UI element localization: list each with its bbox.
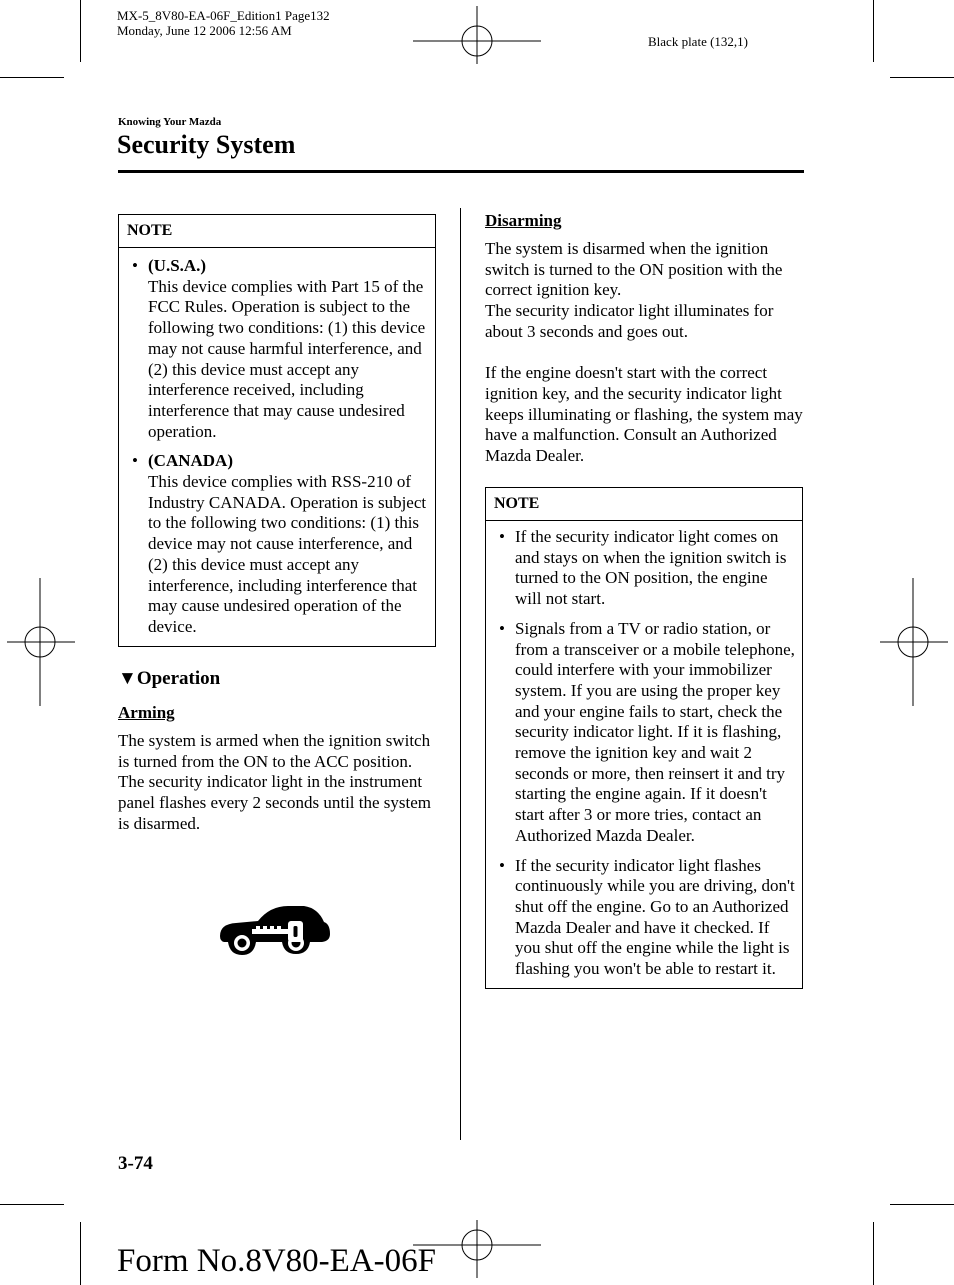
note-box-right [485,487,803,989]
form-number: Form No.8V80-EA-06F [117,1243,436,1279]
list-item [494,619,796,847]
title-rule [118,170,804,173]
chapter-label: Knowing Your Mazda [118,116,222,128]
note-item-text: If the security indicator light flashes continuously while you are driving, don't shut off the engine. Go to an Authorized Mazda Dealer and have it checked. If you shut off the engine while the light is flashing you won't be able to restart it. [515,855,795,979]
bullet: • [132,256,138,275]
print-header-file: MX-5_8V80-EA-06F_Edition1 Page132 [117,8,330,23]
page-number: 3-74 [118,1153,153,1174]
registration-mark-top [410,0,544,70]
list-item [494,856,796,980]
list-item [494,527,796,610]
bullet: • [499,618,505,638]
list-item [127,451,429,637]
bullet: • [499,527,505,546]
disarming-paragraph-3: If the engine doesn't start with the correct ignition key, and the security indicator light keeps illuminating or flashing, the system may have a malfunction. Consult an Authorized Mazda Dealer. [485,363,803,466]
registration-mark-right [874,576,954,708]
disarming-body [485,239,805,467]
note-item-text: This device complies with RSS-210 of Industry CANADA. Operation is subject to the following two conditions: (1) this device may not cause interference, and (2) this device must accept any interference, including interference that may cause undesired operation of the device. [148,472,427,636]
bullet: • [499,855,505,875]
note-item-text: If the security indicator light comes on and stays on when the ignition switch is turned to the ON position, the engine will not start. [515,527,787,609]
list-item [127,256,429,442]
note-label: NOTE [486,488,802,521]
registration-mark-left [0,576,80,708]
note-item-text: This device complies with Part 15 of the FCC Rules. Operation is subject to the following two conditions: (1) this device may not cause harmful interference, and (2) this device must accept any interference received, including interference that may cause undesired operation. [148,276,426,441]
car-key-security-icon [216,902,334,962]
disarming-paragraph-2: The security indicator light illuminates for about 3 seconds and goes out. [485,301,774,341]
note-item-text: Signals from a TV or radio station, or from a transceiver or a mobile telephone, could interfere with your immobilizer system. If you are using the proper key and your engine fails to start, check the security indicator light. If it is flashing, remove the ignition key and wait 2 seconds or more, then reinsert it and try starting the engine again. If it doesn't start after 3 or more tries, contact an Authorized Mazda Dealer. [515,618,795,845]
triangle-down-icon: ▼ [118,668,137,689]
arming-heading: Arming [118,703,175,722]
note-item-heading: (U.S.A.) [148,256,207,275]
note-item-heading: (CANADA) [148,451,233,471]
arming-paragraph-1: The system is armed when the ignition switch is turned from the ON to the ACC position. [118,731,431,771]
arming-body [118,731,438,835]
arming-paragraph-2: The security indicator light in the instrument panel flashes every 2 seconds until the system is disarmed. [118,772,432,833]
note-box-left [118,214,436,647]
disarming-paragraph-1: The system is disarmed when the ignition switch is turned to the ON position with the correct ignition key. [485,239,783,300]
note-label: NOTE [119,215,435,248]
column-divider [460,208,461,1140]
plate-label: Black plate (132,1) [648,34,748,49]
print-header [117,8,330,38]
disarming-heading: Disarming [485,211,562,230]
bullet: • [132,451,138,471]
operation-heading [118,668,220,690]
operation-heading-text: Operation [136,668,221,689]
print-header-date: Monday, June 12 2006 12:56 AM [117,23,292,38]
page-title: Security System [117,130,296,159]
